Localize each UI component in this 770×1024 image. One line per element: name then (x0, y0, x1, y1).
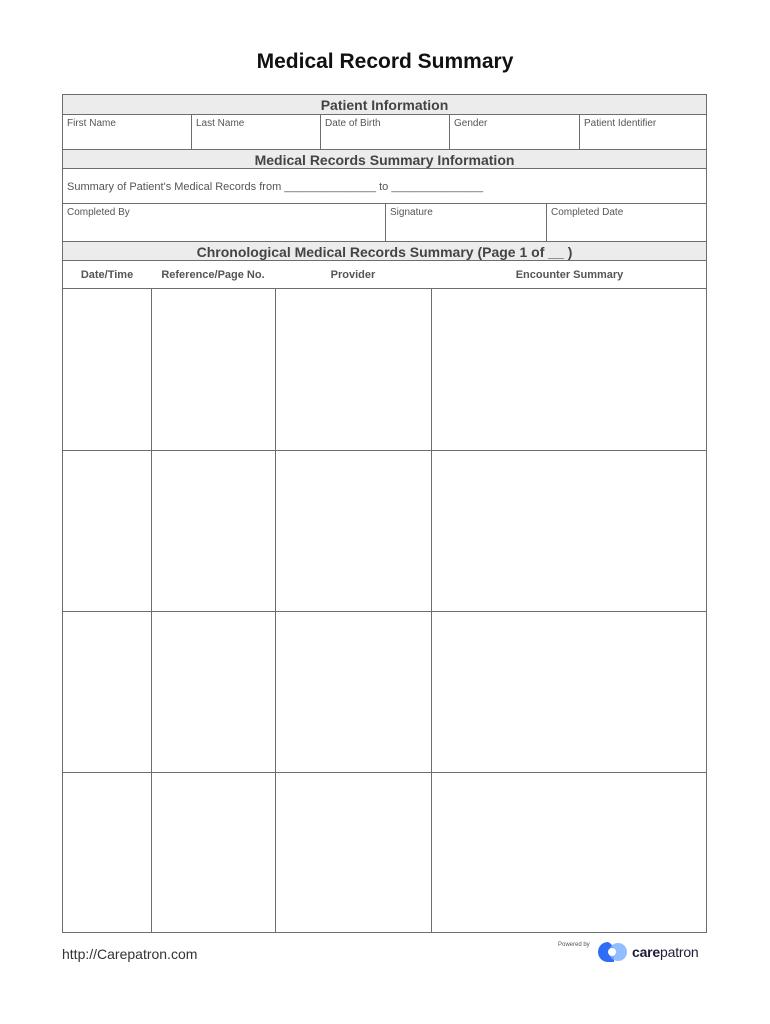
carepatron-logo-text: carepatron (632, 944, 699, 960)
patient-info-row (63, 115, 706, 149)
completion-row (63, 204, 706, 241)
powered-by-label: Powered by (558, 942, 590, 948)
gender-field[interactable]: Gender (449, 115, 579, 149)
patient-identifier-field[interactable]: Patient Identifier (579, 115, 708, 149)
row-divider (63, 772, 706, 773)
page-title: Medical Record Summary (256, 50, 514, 73)
completed-date-field[interactable]: Completed Date (546, 204, 708, 241)
carepatron-logo-icon (598, 940, 630, 964)
signature-field[interactable]: Signature (385, 204, 546, 241)
summary-information-header: Medical Records Summary Information (63, 149, 706, 169)
date-time-column-header: Date/Time (80, 269, 134, 281)
completed-by-field[interactable]: Completed By (67, 207, 130, 218)
summary-date-range-row (63, 169, 706, 204)
encounter-summary-column-header: Encounter Summary (515, 269, 624, 281)
patient-information-header: Patient Information (63, 95, 706, 115)
carepatron-url-link[interactable]: http://Carepatron.com (62, 946, 198, 962)
summary-date-range-text[interactable]: Summary of Patient's Medical Records from _______________ to _______________ (67, 181, 484, 193)
last-name-field[interactable]: Last Name (191, 115, 320, 149)
carepatron-logo (598, 940, 708, 964)
date-of-birth-field[interactable]: Date of Birth (320, 115, 449, 149)
records-table-grid (63, 289, 706, 933)
table-header-row (63, 261, 706, 289)
first-name-field[interactable]: First Name (67, 118, 116, 129)
reference-page-column-header: Reference/Page No. (161, 269, 265, 281)
chronological-summary-header: Chronological Medical Records Summary (Page 1 of __ ) (63, 241, 706, 261)
medical-record-form (62, 94, 707, 933)
row-divider (63, 611, 706, 612)
provider-column-header: Provider (330, 269, 376, 281)
row-divider (63, 450, 706, 451)
